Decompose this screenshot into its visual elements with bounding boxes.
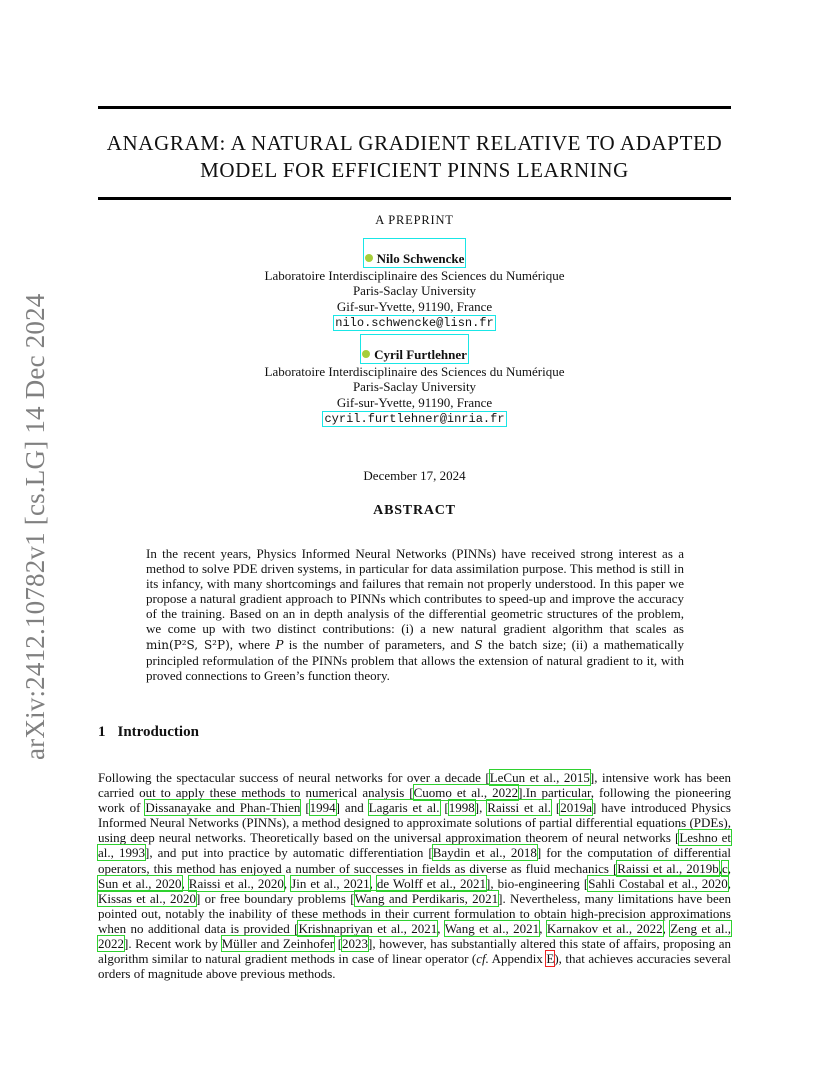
- citation-link[interactable]: 2023: [342, 936, 369, 952]
- citation-link[interactable]: Raissi et al., 2020: [188, 875, 284, 891]
- intro-text: ] or free boundary problems [: [196, 890, 355, 906]
- abstract-text-part: , where: [229, 636, 271, 652]
- citation-link[interactable]: Sun et al., 2020: [98, 875, 182, 891]
- section-number: 1: [98, 724, 106, 740]
- citation-link[interactable]: Lagaris et al.: [368, 800, 440, 816]
- intro-text: cf.: [476, 951, 489, 967]
- author-email-link[interactable]: cyril.furtlehner@inria.fr: [324, 412, 505, 426]
- citation-link[interactable]: 2019a: [560, 800, 592, 816]
- citation-link[interactable]: 1994: [309, 800, 336, 816]
- preprint-label: A PREPRINT: [375, 213, 454, 227]
- citation-link[interactable]: Baydin et al., 2018: [432, 845, 537, 861]
- author-address: Gif-sur-Yvette, 91190, France: [336, 298, 493, 314]
- intro-text: ,: [727, 860, 732, 876]
- intro-text: ].In particular, following the pioneering work of: [98, 785, 732, 816]
- intro-text: ,: [369, 875, 377, 891]
- intro-text: ]. Recent work by: [124, 936, 222, 952]
- citation-link[interactable]: Wang and Perdikaris, 2021: [354, 890, 499, 906]
- citation-link[interactable]: 1998: [448, 800, 475, 816]
- author-university: Paris-Saclay University: [352, 379, 477, 394]
- author-name-link-2[interactable]: [360, 334, 469, 364]
- author-affiliation: Laboratoire Interdisciplinaire des Sciences du Numérique: [264, 363, 565, 379]
- paper-date: December 17, 2024: [363, 468, 466, 483]
- intro-text: ] have introduced Physics Informed Neural Networks (PINNs), a method designed to approximate solutions of partial differential equations (PDEs), using deep neural networks. Theoretically based on the universal approximation theorem of neural networks [: [98, 800, 731, 846]
- abstract-text-part: is the number of parameters, and: [288, 636, 470, 652]
- intro-text: ], intensive work has been carried out to apply these methods to numerical analysis [: [98, 770, 731, 801]
- abstract-text: [146, 546, 684, 683]
- author-name: Nilo Schwencke: [376, 251, 465, 266]
- intro-text: ,: [718, 860, 722, 876]
- citation-link[interactable]: de Wolff et al., 2021: [376, 875, 486, 891]
- intro-text: [: [550, 800, 561, 816]
- intro-text: ] and: [335, 800, 369, 816]
- citation-link[interactable]: Zeng et al., 2022: [98, 920, 732, 952]
- appendix-link[interactable]: E: [546, 951, 555, 967]
- intro-text: ],: [474, 800, 488, 816]
- author-address: Gif-sur-Yvette, 91190, France: [336, 394, 493, 410]
- author-name-link-1[interactable]: [363, 238, 467, 268]
- citation-link[interactable]: Kissas et al., 2020: [98, 890, 197, 906]
- title-rule-top: [98, 106, 731, 109]
- intro-text: ,: [539, 920, 547, 936]
- author-affiliation: Laboratoire Interdisciplinaire des Sciences du Numérique: [264, 267, 565, 283]
- citation-link[interactable]: Karnakov et al., 2022: [546, 920, 663, 936]
- citation-link[interactable]: Leshno et al., 1993: [98, 830, 731, 861]
- abstract-math: min(P²S, S²P): [146, 637, 230, 652]
- author-block-2: [98, 334, 731, 427]
- title-rule-bottom: [98, 197, 731, 200]
- author-university: Paris-Saclay University: [352, 283, 477, 298]
- intro-text: ], however, has substantially altered this state of affairs, proposing an algorithm similar to natural gradient methods in case of linear operator (: [98, 936, 731, 967]
- abstract-heading: ABSTRACT: [373, 503, 456, 518]
- citation-link[interactable]: Dissanayake and Phan-Thien: [145, 800, 301, 816]
- abstract-math: S: [474, 637, 483, 652]
- intro-text: ], and put into practice by automatic differentiation [: [144, 845, 433, 861]
- intro-text: ,: [437, 920, 445, 936]
- intro-text: [: [300, 800, 310, 816]
- orcid-icon[interactable]: [365, 254, 373, 262]
- intro-text: ,: [181, 875, 189, 891]
- arxiv-identifier: arXiv:2412.10782v1 [cs.LG] 14 Dec 2024: [20, 293, 50, 760]
- citation-link[interactable]: Wang et al., 2021: [444, 920, 540, 936]
- introduction-paragraph: [98, 770, 731, 981]
- intro-text: [: [439, 800, 449, 816]
- section-title: Introduction: [117, 724, 199, 740]
- citation-link[interactable]: Raissi et al.: [487, 800, 551, 816]
- intro-text: Appendix: [488, 951, 547, 967]
- citation-link[interactable]: c: [721, 860, 728, 876]
- author-name: Cyril Furtlehner: [374, 347, 467, 362]
- intro-text: [: [334, 936, 343, 952]
- author-email-link[interactable]: nilo.schwencke@lisn.fr: [335, 316, 494, 330]
- intro-text: ,: [662, 920, 671, 936]
- intro-text: ] for the computation of differential operators, this method has enjoyed a number of successes in fields as diverse as fluid mechanics [: [98, 845, 731, 876]
- paper-title: [98, 130, 731, 184]
- citation-link[interactable]: Raissi et al., 2019b: [617, 860, 719, 876]
- abstract-math: P: [275, 637, 284, 652]
- citation-link[interactable]: Jin et al., 2021: [291, 875, 370, 891]
- intro-text: ,: [727, 875, 732, 891]
- citation-link[interactable]: Sahli Costabal et al., 2020: [588, 875, 728, 891]
- intro-text: ]. Nevertheless, many limitations have been pointed out, notably the inability of these methods in their current formulation to obtain high-precision approximations when no additional data is provided [: [98, 890, 732, 936]
- citation-link[interactable]: Cuomo et al., 2022: [413, 785, 519, 801]
- intro-text: ,: [283, 875, 292, 891]
- intro-text: ], bio-engineering [: [486, 875, 589, 891]
- citation-link[interactable]: Müller and Zeinhofer: [221, 936, 335, 952]
- author-block-1: [98, 238, 731, 331]
- citation-link[interactable]: LeCun et al., 2015: [489, 770, 590, 785]
- paper-title-line-1: ANAGRAM: A NATURAL GRADIENT RELATIVE TO ADAPTED: [106, 131, 723, 155]
- intro-text: Following the spectacular success of neural networks for over a decade [: [98, 770, 490, 785]
- paper-title-line-2: MODEL FOR EFFICIENT PINNS LEARNING: [200, 158, 629, 182]
- intro-text: ), that achieves accuracies several orders of magnitude above previous methods.: [98, 951, 731, 982]
- citation-link[interactable]: Krishnapriyan et al., 2021: [298, 920, 438, 936]
- orcid-icon[interactable]: [362, 350, 370, 358]
- abstract-text-part: In the recent years, Physics Informed Neural Networks (PINNs) have received strong interest as a method to solve PDE driven systems, in particular for data assimilation purpose. This method is still in its infancy, with many shortcomings and failures that remain not properly understood. In this paper we propose a natural gradient approach to PINNs which contributes to speed-up and improve the accuracy of the training. Based on an in depth analysis of the differential geometric structures of the problem, we come up with two distinct contributions: (i) a new natural gradient algorithm that scales as: [146, 546, 684, 637]
- section-heading: [98, 724, 199, 741]
- abstract-text-part: the batch size; (ii) a mathematically principled reformulation of the PINNs problem that allows the extension of natural gradient to it, with proved connections to Green’s function theory.: [146, 636, 685, 683]
